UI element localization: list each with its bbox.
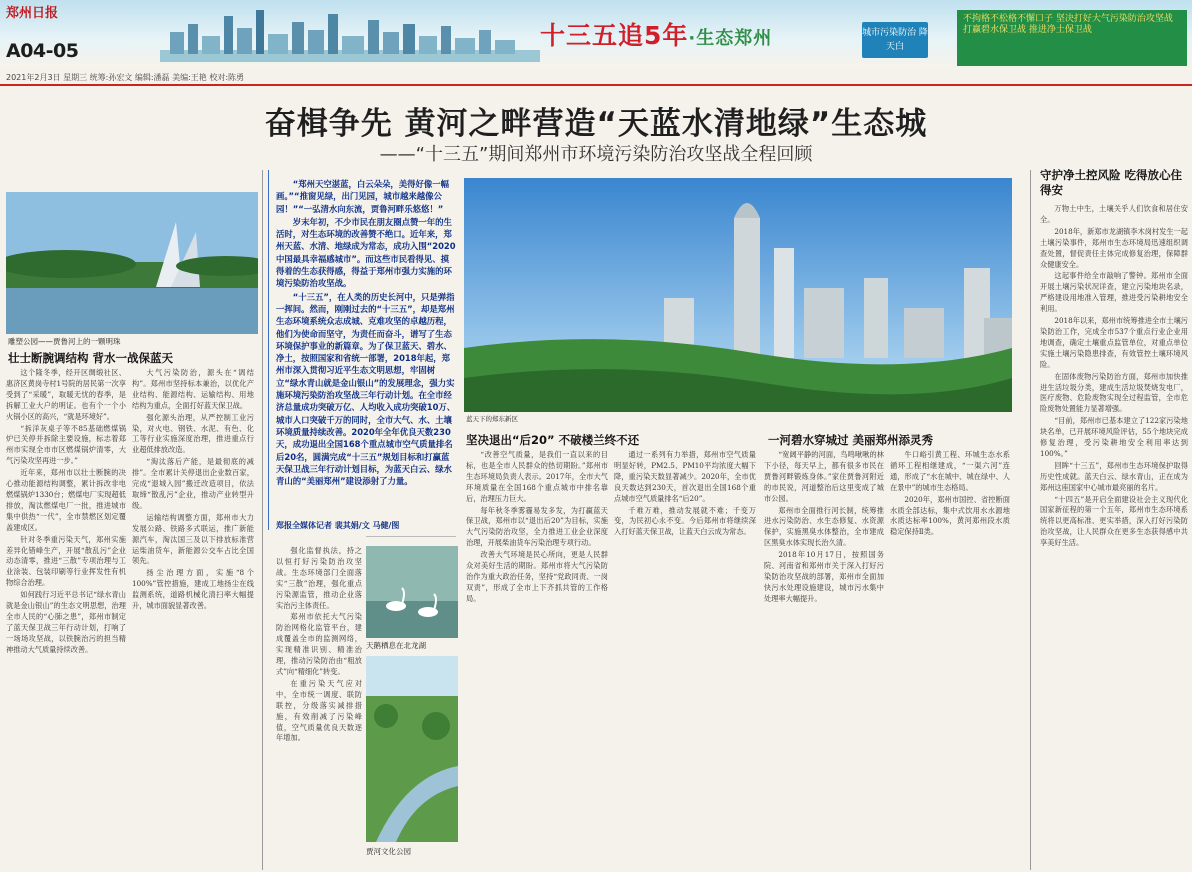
photo-caption-swans: 天鹅栖息在北龙湖 — [366, 641, 426, 650]
special-section-slogan — [540, 16, 772, 52]
section-title-water: 一河碧水穿城过 美丽郑州添灵秀 — [768, 433, 934, 447]
east-district-skyline-photo — [464, 178, 1012, 412]
section-title-air: 坚决退出“后20” 不破楼兰终不还 — [466, 433, 640, 447]
paragraph: 扬尘治理方面，实施“8个100%”管控措施，建成工地扬尘在线监测系统，道路机械化清扫率大幅提升，城市面貌显著改善。 — [132, 568, 254, 611]
second-column-text — [132, 368, 254, 868]
paragraph: 2018年10月17日，按照国务院、河南省和郑州市关于深入打好污染防治攻坚战的部署，郑州市全面加快污水处理设施建设，城市污水集中处理率大幅提升。 — [764, 550, 884, 603]
paragraph: 千难万难，推动发展就不难；千变万变，为民初心永不变。今后郑州市将继续深入打好蓝天保卫战，让蓝天白云成为常态。 — [614, 505, 756, 537]
thin-rule — [366, 536, 456, 537]
soil-section-text — [1040, 204, 1188, 868]
paragraph: “淘汰落后产能，是最彻底的减排”。全市累计关停退出企业数百家，完成“退城入园”搬迁改造项目，依法取缔“散乱污”企业，推动产业转型升级。 — [132, 457, 254, 510]
paragraph: 针对冬季重污染天气，郑州实施差异化错峰生产，开展“散乱污”企业动态清零，推进“三散”专项治理与工业涂装、包装印刷等行业挥发性有机物综合治理。 — [6, 534, 126, 588]
swans-photo — [366, 546, 458, 638]
paragraph: 如何践行习近平总书记“绿水青山就是金山银山”的生态文明思想，治理全市人民的“心肺之患”，郑州市制定了蓝天保卫战三年行动计划，打响了一场场攻坚战，以铁腕治污的担当精神推动大气质量持续改善。 — [6, 590, 126, 654]
photo-caption-east-district: 蓝天下的郑东新区 — [466, 415, 518, 423]
header-divider — [0, 84, 1192, 86]
header-tag-right: 不拘格不松格不懈口子 坚决打好大气污染防治攻坚战 打赢碧水保卫战 推进净土保卫战 — [957, 10, 1187, 66]
photo-caption-sculpture-park: 雕塑公园——贾鲁河上的一颗明珠 — [8, 337, 121, 346]
intro-paragraph: 岁末年初，不少市民在朋友圈点赞一年的生活时，对生态环境的改善赞不绝口。近年来，郑州天蓝、水清、地绿成为常态，成功入围“2020中国最具幸福感城市”。而这些市民看得见、摸得着的生态获得感，得益于郑州市强力实施的环境污染防治攻坚战。 — [276, 216, 456, 289]
column-divider — [262, 170, 263, 870]
paragraph: 2020年，郑州市国控、省控断面水质全部达标，集中式饮用水水源地水质达标率100%，黄河郑州段水质稳定保持Ⅱ类。 — [890, 494, 1010, 537]
intro-paragraph: “十三五”，在人类的历史长河中，只是弹指一挥间。然而，刚刚过去的“十三五”，却是郑州生态环境系统众志成城、克难攻坚的卓越历程，他们为使命而坚守，为责任而奋斗，谱写了生态环境保护事业的新篇章。为了保卫蓝天、碧水、净土，按照国家和省统一部署，2018年起，郑州市深入贯彻习近平生态文明思想，牢固树立“绿水青山就是金山银山”的发展理念，强力实施环境污染防治攻坚战三年行动计划。在全市经济总量成功突破万亿、人均收入成功突破10万、城市人口突破千万的同时，全市大气、水、土壤环境质量持续改善。2020年全年优良天数230天，成功退出全国168个重点城市空气质量排名后20名，圆满完成“十三五”规划目标和打赢蓝天保卫战三年行动计划目标，为蓝天白云、绿水青山的“美丽郑州”建设添射了力量。 — [276, 291, 456, 487]
paragraph: 近年来，郑州市以壮士断腕的决心推动能源结构调整，累计拆改非电燃煤锅炉1330台；燃煤电厂实现超低排放，淘汰燃煤电厂一批，推进城市集中供热“一代”，全市禁燃区划定覆盖建成区。 — [6, 468, 126, 532]
dateline: 2021年2月3日 星期三 统筹:孙宏文 编辑:潘磊 美编:王艳 校对:陈勇 — [6, 73, 245, 82]
paragraph: 运输结构调整方面，郑州市大力发展公路、铁路多式联运，推广新能源汽车，淘汰国三及以下排放标准营运柴油货车，新能源公交车占比全国领先。 — [132, 512, 254, 566]
paragraph: 每年秋冬季雾霾易发多发，为打赢蓝天保卫战，郑州市以“退出后20”为目标，实施大气污染防治攻坚，全力推进工业企业深度治理，开展柴油货车污染治理专项行动。 — [466, 505, 608, 548]
paragraph: 强化监督执法，持之以恒打好污染防治攻坚战。生态环境部门全面落实“三散”治理，强化重点污染源监管，推动企业落实治污主体责任。 — [276, 546, 362, 610]
header-tag-left: 城市污染防治 降天白 — [862, 22, 928, 58]
paper-logo: 郑州日报 — [6, 6, 59, 21]
air-section-text-1 — [466, 450, 608, 868]
paragraph: 回眸“十三五”，郑州市生态环境保护取得历史性成就。蓝天白云、绿水青山，正在成为郑州这座国家中心城市最亮丽的名片。 — [1040, 460, 1188, 492]
city-skyline-graphic — [160, 6, 540, 62]
paragraph: 大气污染防治，源头在“调结构”。郑州市坚持标本兼治，以优化产业结构、能源结构、运输结构、用地结构为重点，全面打好蓝天保卫战。 — [132, 368, 254, 410]
paragraph: “拆洋灰桌子等不85基础燃煤锅炉已关停并拆除主要设施，标志着郑州市实现全市市区燃煤锅炉清零，大气污染攻坚再进一步。” — [6, 423, 126, 466]
intro-box — [276, 178, 456, 518]
paragraph: 郑州市依托大气污染防治网格化监管平台，建成覆盖全市的监测网络，实现精准识别、精准治理，推动污染防治由“粗放式”向“精细化”转变。 — [276, 612, 362, 676]
paragraph: 在固体废物污染防治方面，郑州市加快推进生活垃圾分类，建成生活垃圾焚烧发电厂，医疗废物、危险废物实现全过程监管，全市危险废物处置能力显著增强。 — [1040, 371, 1188, 414]
intro-box-border — [268, 170, 269, 530]
slogan-main: 十三五追5年 — [540, 21, 689, 50]
photo-caption-jialu-park: 贾河文化公园 — [366, 847, 411, 856]
page-number: A04-05 — [6, 40, 79, 62]
paragraph: 通过一系列有力举措，郑州市空气质量明显好转，PM2.5、PM10平均浓度大幅下降，重污染天数显著减少。2020年，全市优良天数达到230天，首次退出全国168个重点城市空气质量排名“后20”。 — [614, 450, 756, 503]
air-section-text-2 — [614, 450, 756, 868]
byline: 郑报全媒体记者 裴其娟/文 马健/图 — [276, 521, 400, 530]
paragraph: 2018年以来，郑州市统筹推进全市土壤污染防治工作，完成全市537个重点行业企业用地调查，确定土壤重点监管单位，对重点单位实施土壤污染隐患排查，有效管控土壤环境风险。 — [1040, 316, 1188, 369]
paragraph: 这个隆冬季，经开区绸缎社区、惠济区黄岗寺村1号院的居民第一次享受到了“采暖”，取暖无忧的春季，是拆解工业大户的明证。也有个一个小火锅小区的高兴，“就是环境好”。 — [6, 368, 126, 421]
jialu-park-photo — [366, 656, 458, 842]
paragraph: 改善大气环境是民心所向，更是人民群众对美好生活的期盼。郑州市将大气污染防治作为重大政治任务，坚持“党政同责、一岗双责”，形成了全市上下齐抓共管的工作格局。 — [466, 550, 608, 603]
left-column-text — [6, 368, 126, 868]
paragraph: “十四五”是开启全面建设社会主义现代化国家新征程的第一个五年，郑州市生态环境系统将以更高标准、更实举措，深入打好污染防治攻坚战，让人民群众在更多生态获得感中共享美好生活。 — [1040, 494, 1188, 548]
paragraph: 2018年，新郑市龙湖镇李木岗村发生一起土壤污染事件，郑州市生态环境局迅速组织调查处置，督促责任主体完成修复治理，保障群众健康安全。 — [1040, 226, 1188, 269]
paragraph: “改善空气质量，是我们一直以来的目标，也是全市人民群众的热切期盼。”郑州市生态环境局负责人表示。2017年，全市大气环境质量在全国168个重点城市中排名靠后，治理压力巨大。 — [466, 450, 608, 503]
sub-headline: ——“十三五”期间郑州市环境污染防治攻坚战全程回顾 — [379, 144, 813, 165]
middle-lower-text — [276, 546, 362, 866]
paragraph: 强化源头治理，从严控制工业污染，对火电、钢铁、水泥、有色、化工等行业实施深度治理，推进重点行业超低排放改造。 — [132, 412, 254, 455]
water-section-text-1 — [764, 450, 884, 868]
paragraph: “宽阔平静的河面，鸟鸣啾啾的林下小径，每天早上，都有很多市民在贾鲁河畔锻炼身体。”家住贾鲁河附近的市民说，河道整治后这里变成了城市公园。 — [764, 450, 884, 503]
paragraph: “目前，郑州市已基本建立了122家污染地块名单，已开展环境风险评估，55个地块完成修复治理，受污染耕地安全利用率达到100%。” — [1040, 416, 1188, 458]
sculpture-park-photo — [6, 192, 258, 334]
paragraph: 万物土中生，土壤关乎人们饮食和居住安全。 — [1040, 204, 1188, 224]
intro-quote: “郑州天空湛蓝，白云朵朵，美得好像一幅画。”“推窗见绿，出门见园，城市越来越像公园！”“一弘清水向东流，贾鲁河畔乐悠悠！” — [276, 179, 450, 214]
section-title-soil: 守护净土控风险 吃得放心住得安 — [1040, 168, 1183, 197]
paragraph: 在重污染天气应对中，全市统一调度、联防联控，分级落实减排措施，有效削减了污染峰值，空气质量优良天数逐年增加。 — [276, 678, 362, 743]
section-title-blue-sky: 壮士断腕调结构 背水一战保蓝天 — [8, 351, 174, 365]
paragraph: 牛口峪引黄工程、环城生态水系循环工程相继建成，“一渠六河”连通，形成了“水在城中、城在绿中、人在景中”的城市生态格局。 — [890, 450, 1010, 492]
water-section-text-2 — [890, 450, 1010, 868]
paragraph: 郑州市全面推行河长制，统筹推进水污染防治、水生态修复、水资源保护，实施黑臭水体整治，全市建成区黑臭水体实现长治久清。 — [764, 505, 884, 548]
slogan-sub: ·生态郑州 — [688, 28, 773, 49]
column-divider-right — [1030, 170, 1031, 870]
paragraph: 这起事件给全市敲响了警钟。郑州市全面开展土壤污染状况详查，建立污染地块名录，严格建设用地准入管理，推进受污染耕地安全利用。 — [1040, 271, 1188, 314]
main-headline: 奋楫争先 黄河之畔营造“天蓝水清地绿”生态城 — [264, 106, 928, 142]
